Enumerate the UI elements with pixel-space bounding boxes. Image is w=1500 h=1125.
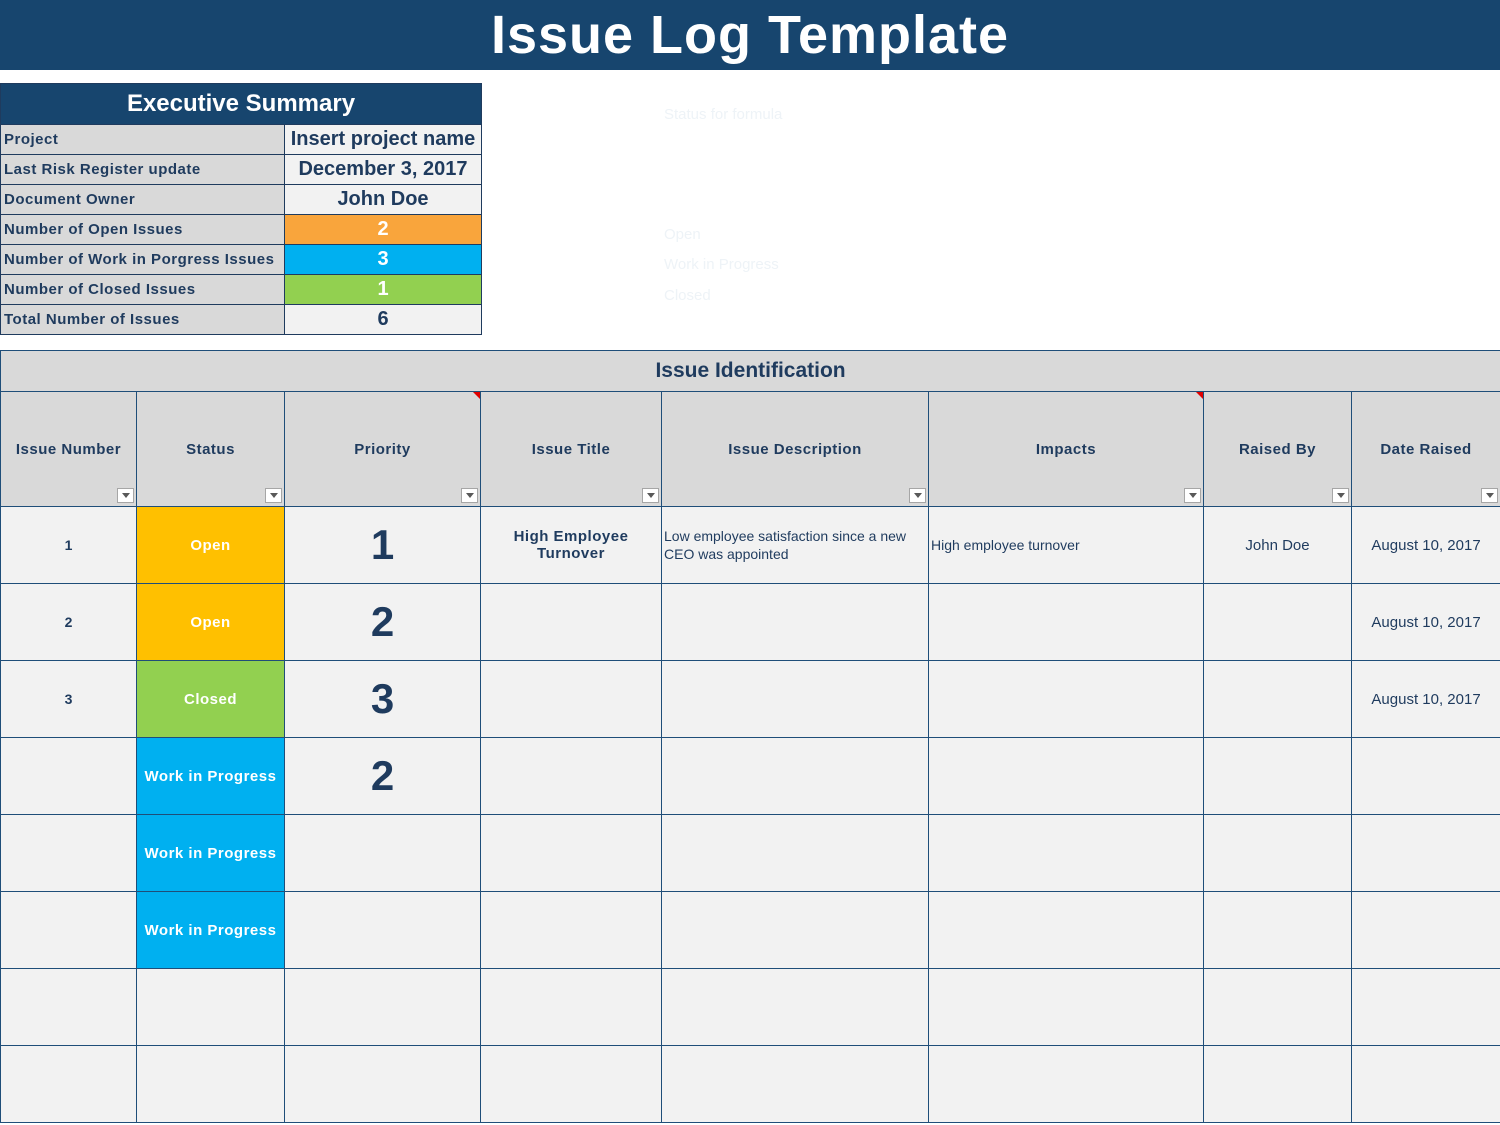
cell-issue-number[interactable]: 3 [1,661,137,738]
summary-value-document-owner[interactable]: John Doe [285,185,482,215]
column-header-raised-by [1204,392,1352,507]
comment-indicator-icon[interactable] [1196,392,1203,399]
cell-issue-title[interactable] [481,815,662,892]
cell-impacts[interactable] [929,892,1204,969]
page-title: Issue Log Template [490,5,1010,65]
column-header-impacts [929,392,1204,507]
cell-raised-by[interactable]: John Doe [1204,507,1352,584]
cell-status[interactable]: Open [137,584,285,661]
filter-dropdown-icon[interactable] [1184,488,1201,503]
table-row [1,738,1500,815]
summary-value-project[interactable]: Insert project name [285,125,482,155]
column-header-priority [285,392,481,507]
cell-status[interactable] [137,1046,285,1123]
summary-label-wip-issues: Number of Work in Porgress Issues [1,245,285,275]
summary-value-total-issues: 6 [285,305,482,335]
executive-summary-heading: Executive Summary [1,84,482,125]
cell-issue-number[interactable]: 2 [1,584,137,661]
ghost-open: Open [664,226,701,243]
filter-dropdown-icon[interactable] [1332,488,1349,503]
cell-status[interactable]: Work in Progress [137,892,285,969]
summary-label-total-issues: Total Number of Issues [1,305,285,335]
cell-issue-number[interactable]: 1 [1,507,137,584]
cell-issue-description[interactable]: Low employee satisfaction since a new CEO was appointed [662,507,929,584]
cell-priority[interactable]: 2 [285,584,481,661]
cell-status[interactable]: Work in Progress [137,738,285,815]
column-label: Issue Title [531,440,611,458]
cell-date-raised[interactable] [1352,969,1500,1046]
summary-label-open-issues: Number of Open Issues [1,215,285,245]
table-row [1,815,1500,892]
executive-summary-table [0,83,482,335]
cell-priority[interactable] [285,969,481,1046]
column-header-status [137,392,285,507]
cell-issue-title[interactable]: High Employee Turnover [481,507,662,584]
ghost-wip: Work in Progress [664,256,779,273]
cell-priority[interactable] [285,1046,481,1123]
cell-issue-description[interactable] [662,738,929,815]
filter-dropdown-icon[interactable] [642,488,659,503]
issue-identification-heading: Issue Identification [1,351,1500,392]
cell-issue-description[interactable] [662,584,929,661]
page-title-bar [0,0,1500,70]
cell-impacts[interactable] [929,969,1204,1046]
cell-priority[interactable]: 2 [285,738,481,815]
cell-priority[interactable]: 3 [285,661,481,738]
cell-issue-number[interactable] [1,969,137,1046]
issue-identification-table [0,350,1500,1123]
cell-date-raised[interactable] [1352,892,1500,969]
filter-dropdown-icon[interactable] [461,488,478,503]
cell-issue-description[interactable] [662,969,929,1046]
summary-value-last-update[interactable]: December 3, 2017 [285,155,482,185]
filter-dropdown-icon[interactable] [1481,488,1498,503]
summary-label-project: Project [1,125,285,155]
cell-issue-title[interactable] [481,892,662,969]
summary-value-closed-issues: 1 [285,275,482,305]
cell-priority[interactable]: 1 [285,507,481,584]
table-row [1,1046,1500,1123]
cell-date-raised[interactable] [1352,1046,1500,1123]
column-label: Issue Number [15,440,122,458]
summary-label-document-owner: Document Owner [1,185,285,215]
column-label: Impacts [1035,440,1097,458]
comment-indicator-icon[interactable] [473,392,480,399]
column-label: Issue Description [728,440,862,458]
cell-status[interactable] [137,969,285,1046]
cell-date-raised[interactable] [1352,738,1500,815]
cell-impacts[interactable]: High employee turnover [929,507,1204,584]
cell-issue-description[interactable] [662,661,929,738]
cell-impacts[interactable] [929,661,1204,738]
cell-issue-number[interactable] [1,1046,137,1123]
filter-dropdown-icon[interactable] [265,488,282,503]
summary-label-last-update: Last Risk Register update [1,155,285,185]
cell-date-raised[interactable] [1352,815,1500,892]
cell-issue-title[interactable] [481,969,662,1046]
column-header-issue-number [1,392,137,507]
cell-issue-number[interactable] [1,815,137,892]
column-label: Priority [354,440,411,458]
filter-dropdown-icon[interactable] [117,488,134,503]
cell-raised-by[interactable] [1204,584,1352,661]
ghost-status-for-formula: Status for formula [664,106,783,123]
cell-impacts[interactable] [929,584,1204,661]
column-header-issue-title [481,392,662,507]
cell-priority[interactable] [285,892,481,969]
table-row [1,507,1500,584]
cell-issue-number[interactable] [1,892,137,969]
column-header-date-raised [1352,392,1500,507]
cell-issue-description[interactable] [662,892,929,969]
cell-issue-description[interactable] [662,1046,929,1123]
cell-raised-by[interactable] [1204,1046,1352,1123]
cell-issue-title[interactable] [481,661,662,738]
cell-status[interactable]: Work in Progress [137,815,285,892]
cell-issue-number[interactable] [1,738,137,815]
cell-date-raised[interactable]: August 10, 2017 [1352,661,1500,738]
cell-priority[interactable] [285,815,481,892]
cell-date-raised[interactable]: August 10, 2017 [1352,584,1500,661]
column-label: Raised By [1238,440,1317,458]
cell-raised-by[interactable] [1204,661,1352,738]
cell-impacts[interactable] [929,738,1204,815]
cell-issue-title[interactable] [481,1046,662,1123]
ghost-closed: Closed [664,287,711,304]
cell-raised-by[interactable] [1204,969,1352,1046]
cell-status[interactable]: Closed [137,661,285,738]
cell-issue-title[interactable] [481,584,662,661]
column-label: Status [186,440,235,458]
summary-value-open-issues: 2 [285,215,482,245]
table-row [1,584,1500,661]
column-label: Date Raised [1380,440,1472,458]
table-row [1,892,1500,969]
cell-impacts[interactable] [929,815,1204,892]
filter-dropdown-icon[interactable] [909,488,926,503]
cell-impacts[interactable] [929,1046,1204,1123]
cell-issue-title[interactable] [481,738,662,815]
cell-raised-by[interactable] [1204,892,1352,969]
table-row [1,661,1500,738]
cell-date-raised[interactable]: August 10, 2017 [1352,507,1500,584]
summary-value-wip-issues: 3 [285,245,482,275]
cell-status[interactable]: Open [137,507,285,584]
cell-issue-description[interactable] [662,815,929,892]
cell-raised-by[interactable] [1204,738,1352,815]
summary-label-closed-issues: Number of Closed Issues [1,275,285,305]
cell-raised-by[interactable] [1204,815,1352,892]
table-row [1,969,1500,1046]
column-header-issue-description [662,392,929,507]
